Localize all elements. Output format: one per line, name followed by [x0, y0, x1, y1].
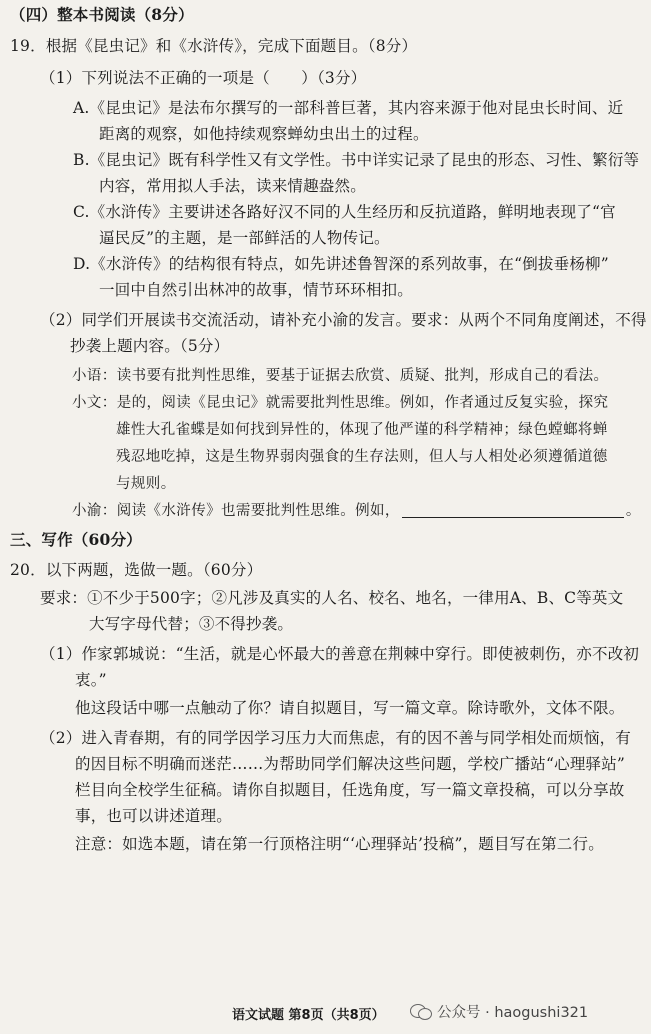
dialogue-xiaoyu: 小语：读书要有批判性思维，要基于证据去欣赏、质疑、批判，形成自己的看法。 — [72, 368, 609, 384]
watermark-text: 公众号 · haogushi321 — [437, 1005, 589, 1021]
dialogue-xiaoyu-answer — [72, 501, 641, 521]
dialogue-xiaoyu-answer-prompt: 小渝：阅读《水浒传》也需要批判性思维。例如， — [72, 503, 400, 519]
question-19-2: （2）同学们开展读书交流活动，请补充小渝的发言。要求：从两个不同角度阐述，不得 — [40, 311, 647, 329]
page-number: 语文试题 第8页（共8页） — [232, 1008, 385, 1023]
question-19-1: （1）下列说法不正确的一项是（ ）（3分） — [40, 69, 367, 87]
section-writing-heading: 三、写作（60分） — [10, 530, 142, 549]
answer-blank[interactable] — [402, 503, 624, 518]
question-20-stem: 20．以下两题，选做一题。（60分） — [10, 561, 263, 579]
option-a-cont: 距离的观察，如他持续观察蝉幼虫出土的过程。 — [99, 125, 429, 143]
prompt-2-cont-2: 栏目向全校学生征稿。请你自拟题目，任选角度，写一篇文章投稿，可以分享故 — [75, 781, 625, 799]
requirements: 要求：①不少于500字；②凡涉及真实的人名、校名、地名，一律用A、B、C等英文 — [40, 589, 624, 607]
dialogue-xiaowen-cont-1: 雄性大孔雀蝶是如何找到异性的，体现了他严谨的科学精神；绿色螳螂将蝉 — [116, 422, 608, 438]
prompt-1: （1）作家郭城说：“生活，就是心怀最大的善意在荆棘中穿行。即使被刺伤，亦不改初 — [40, 645, 640, 663]
option-c: C.《水浒传》主要讲述各路好汉不同的人生经历和反抗道路，鲜明地表现了“官 — [73, 203, 616, 221]
question-19-stem: 19．根据《昆虫记》和《水浒传》，完成下面题目。（8分） — [10, 37, 418, 55]
option-d: D.《水浒传》的结构很有特点，如先讲述鲁智深的系列故事，在“倒拔垂杨柳” — [73, 255, 609, 273]
option-b: B.《昆虫记》既有科学性又有文学性。书中详实记录了昆虫的形态、习性、繁衍等 — [73, 151, 640, 169]
prompt-1-instruction: 他这段话中哪一点触动了你？请自拟题目，写一篇文章。除诗歌外，文体不限。 — [75, 699, 625, 717]
option-b-cont: 内容，常用拟人手法，读来情趣盎然。 — [99, 177, 366, 195]
answer-blank-end: 。 — [625, 503, 641, 519]
option-d-cont: 一回中自然引出林冲的故事，情节环环相扣。 — [99, 281, 414, 299]
section-heading: （四）整本书阅读（8分） — [10, 5, 194, 24]
dialogue-xiaowen-cont-3: 与规则。 — [116, 476, 176, 492]
dialogue-xiaowen-cont-2: 残忍地吃掉，这是生物界弱肉强食的生存法则，但人与人相处必须遵循道德 — [116, 449, 608, 465]
dialogue-xiaowen: 小文：是的，阅读《昆虫记》就需要批判性思维。例如，作者通过反复实验，探究 — [72, 395, 609, 411]
prompt-2: （2）进入青春期，有的同学因学习压力大而焦虑，有的因不善与同学相处而烦恼，有 — [40, 729, 631, 747]
option-a: A.《昆虫记》是法布尔撰写的一部科普巨著，其内容来源于他对昆虫长时间、近 — [73, 99, 624, 117]
page-footer — [0, 1000, 651, 1030]
prompt-2-cont-3: 事，也可以讲述道理。 — [75, 807, 233, 825]
wechat-icon — [410, 1003, 432, 1021]
option-c-cont: 逼民反”的主题，是一部鲜活的人物传记。 — [99, 229, 390, 247]
question-19-2-cont: 抄袭上题内容。（5分） — [70, 337, 230, 355]
watermark — [410, 1001, 588, 1022]
requirements-cont: 大写字母代替；③不得抄袭。 — [89, 615, 294, 633]
prompt-2-note: 注意：如选本题，请在第一行顶格注明“‘心理驿站’投稿”，题目写在第二行。 — [75, 835, 604, 853]
prompt-2-cont-1: 的因目标不明确而迷茫……为帮助同学们解决这些问题，学校广播站“心理驿站” — [75, 755, 626, 773]
prompt-1-cont: 衷。” — [75, 671, 107, 689]
